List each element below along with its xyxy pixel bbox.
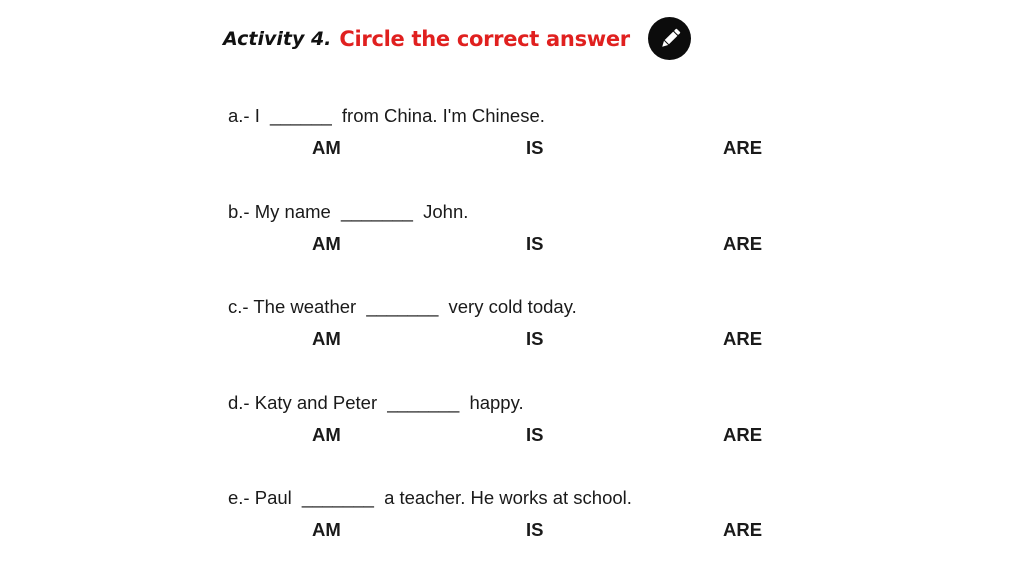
pencil-icon	[648, 17, 691, 60]
activity-title: Circle the correct answer	[339, 27, 630, 51]
question-prompt	[228, 295, 577, 319]
prompt-prefix: d.- Katy and Peter	[228, 392, 378, 413]
option-am[interactable]: AM	[312, 519, 341, 540]
question-prompt	[228, 104, 545, 128]
option-are[interactable]: ARE	[723, 424, 763, 445]
prompt-prefix: c.- The weather	[228, 296, 357, 317]
answer-blank: _______	[301, 487, 374, 508]
option-are[interactable]: ARE	[723, 519, 763, 540]
prompt-suffix: a teacher. He works at school.	[384, 487, 632, 508]
question-prompt	[228, 486, 632, 510]
option-is[interactable]: IS	[526, 137, 544, 158]
prompt-prefix: a.- I	[228, 105, 260, 126]
option-is[interactable]: IS	[526, 424, 544, 445]
option-is[interactable]: IS	[526, 519, 544, 540]
prompt-suffix: John.	[423, 201, 469, 222]
question-c	[228, 295, 848, 355]
option-are[interactable]: ARE	[723, 233, 763, 254]
answer-blank: _______	[366, 296, 439, 317]
option-is[interactable]: IS	[526, 328, 544, 349]
answer-blank: _______	[387, 392, 460, 413]
option-is[interactable]: IS	[526, 233, 544, 254]
prompt-suffix: happy.	[469, 392, 524, 413]
question-d	[228, 391, 848, 451]
option-are[interactable]: ARE	[723, 328, 763, 349]
prompt-prefix: e.- Paul	[228, 487, 292, 508]
question-e	[228, 486, 848, 546]
option-am[interactable]: AM	[312, 424, 341, 445]
activity-header	[223, 17, 630, 61]
activity-label: Activity 4.	[223, 28, 332, 50]
prompt-prefix: b.- My name	[228, 201, 331, 222]
option-am[interactable]: AM	[312, 328, 341, 349]
answer-blank: ______	[270, 105, 332, 126]
option-are[interactable]: ARE	[723, 137, 763, 158]
prompt-suffix: from China. I'm Chinese.	[341, 105, 545, 126]
question-prompt	[228, 391, 524, 415]
option-am[interactable]: AM	[312, 233, 341, 254]
question-b	[228, 200, 848, 260]
question-prompt	[228, 200, 468, 224]
answer-blank: _______	[340, 201, 413, 222]
question-a	[228, 104, 848, 164]
option-am[interactable]: AM	[312, 137, 341, 158]
prompt-suffix: very cold today.	[448, 296, 577, 317]
